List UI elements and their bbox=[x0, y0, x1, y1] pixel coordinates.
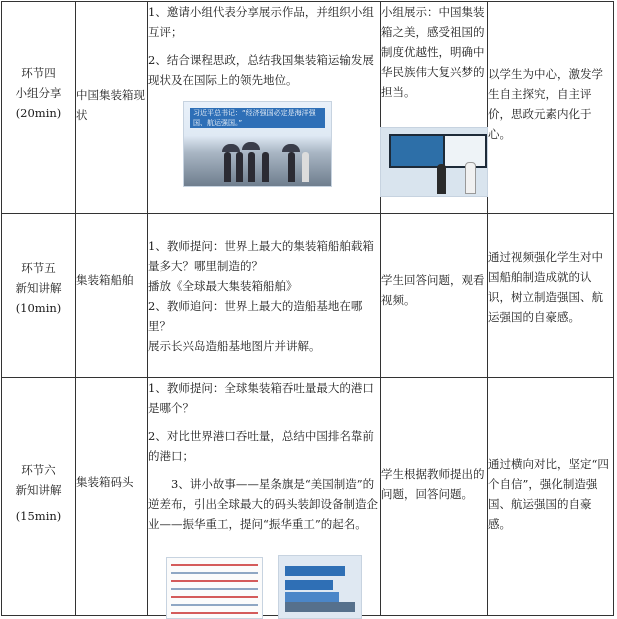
table-row bbox=[2, 214, 614, 378]
activity-item: 2、教师追问：世界上最大的造船基地在哪里？ bbox=[148, 299, 363, 333]
activity-item: 1、邀请小组代表分享展示作品，并组织小组互评； bbox=[148, 5, 374, 39]
activity-item: 播放《全球最大集装箱船舶》 bbox=[148, 279, 298, 293]
activity-item: 1、教师提问：全球集装箱吞吐量最大的港口是哪个？ bbox=[148, 381, 374, 415]
activity-item: 2、结合课程思政，总结我国集装箱运输发展现状及在国际上的领先地位。 bbox=[148, 53, 374, 87]
activity-item: 2、对比世界港口吞吐量，总结中国排名靠前的港口； bbox=[148, 429, 374, 463]
design-intent-cell bbox=[488, 378, 614, 616]
stage-name: 环节五 bbox=[21, 261, 56, 275]
student-activity-text: 学生回答问题，观看视频。 bbox=[381, 273, 485, 307]
photo-banner: 习近平总书记：“经济强国必定是海洋强国、航运强国。” bbox=[190, 108, 325, 128]
design-intent-cell bbox=[488, 2, 614, 214]
classroom-presentation-photo bbox=[380, 127, 488, 197]
stage-name: 环节四 bbox=[21, 66, 56, 80]
stage-duration: (15min) bbox=[15, 509, 62, 523]
design-intent-text: 通过视频强化学生对中国船舶制造成就的认识，树立制造强国、航运强国的自豪感。 bbox=[488, 250, 603, 324]
activities-cell bbox=[148, 214, 381, 378]
student-activity-text: 小组展示：中国集装箱之美，感受祖国的制度优越性，明确中华民族伟大复兴梦的担当。 bbox=[381, 5, 485, 99]
stage-cell bbox=[2, 378, 76, 616]
design-intent-cell bbox=[488, 214, 614, 378]
stage-duration: (10min) bbox=[15, 301, 62, 315]
stage-type: 新知讲解 bbox=[15, 483, 62, 497]
activity-item: 1、教师提问：世界上最大的集装箱船舶载箱量多大？哪里制造的？ bbox=[148, 239, 374, 273]
activity-item: 3、讲小故事——星条旗是“美国制造”的逆差布，引出全球最大的码头装卸设备制造企业——振华重工，提问“振华重工”的起名。 bbox=[148, 477, 378, 531]
design-intent-text: 通过横向对比，坚定“四个自信”，强化制造强国、航运强国的自豪感。 bbox=[488, 457, 609, 531]
stage-type: 新知讲解 bbox=[15, 281, 62, 295]
student-activity-text: 学生根据教师提出的问题，回答问题。 bbox=[381, 467, 485, 501]
stage-duration: (20min) bbox=[15, 106, 62, 120]
stage-cell bbox=[2, 2, 76, 214]
topic-text: 中国集装箱现状 bbox=[76, 88, 145, 122]
stage-cell bbox=[2, 214, 76, 378]
stage-name: 环节六 bbox=[21, 463, 56, 477]
topic-cell bbox=[76, 2, 148, 214]
stage-type: 小组分享 bbox=[15, 86, 62, 100]
zpmc-crane-image bbox=[278, 555, 362, 619]
design-intent-text: 以学生为中心，激发学生自主探究，自主评价，思政元素内化于心。 bbox=[488, 67, 603, 141]
lesson-plan-table bbox=[1, 1, 614, 616]
activity-item: 展示长兴岛造船基地图片并讲解。 bbox=[148, 339, 321, 353]
topic-cell bbox=[76, 378, 148, 616]
port-throughput-table-image bbox=[166, 557, 263, 619]
topic-text: 集装箱码头 bbox=[76, 475, 134, 489]
student-activity-cell bbox=[381, 214, 488, 378]
group-sharing-photo bbox=[183, 101, 332, 187]
topic-cell bbox=[76, 214, 148, 378]
student-activity-cell bbox=[381, 378, 488, 616]
topic-text: 集装箱船舶 bbox=[76, 273, 134, 287]
